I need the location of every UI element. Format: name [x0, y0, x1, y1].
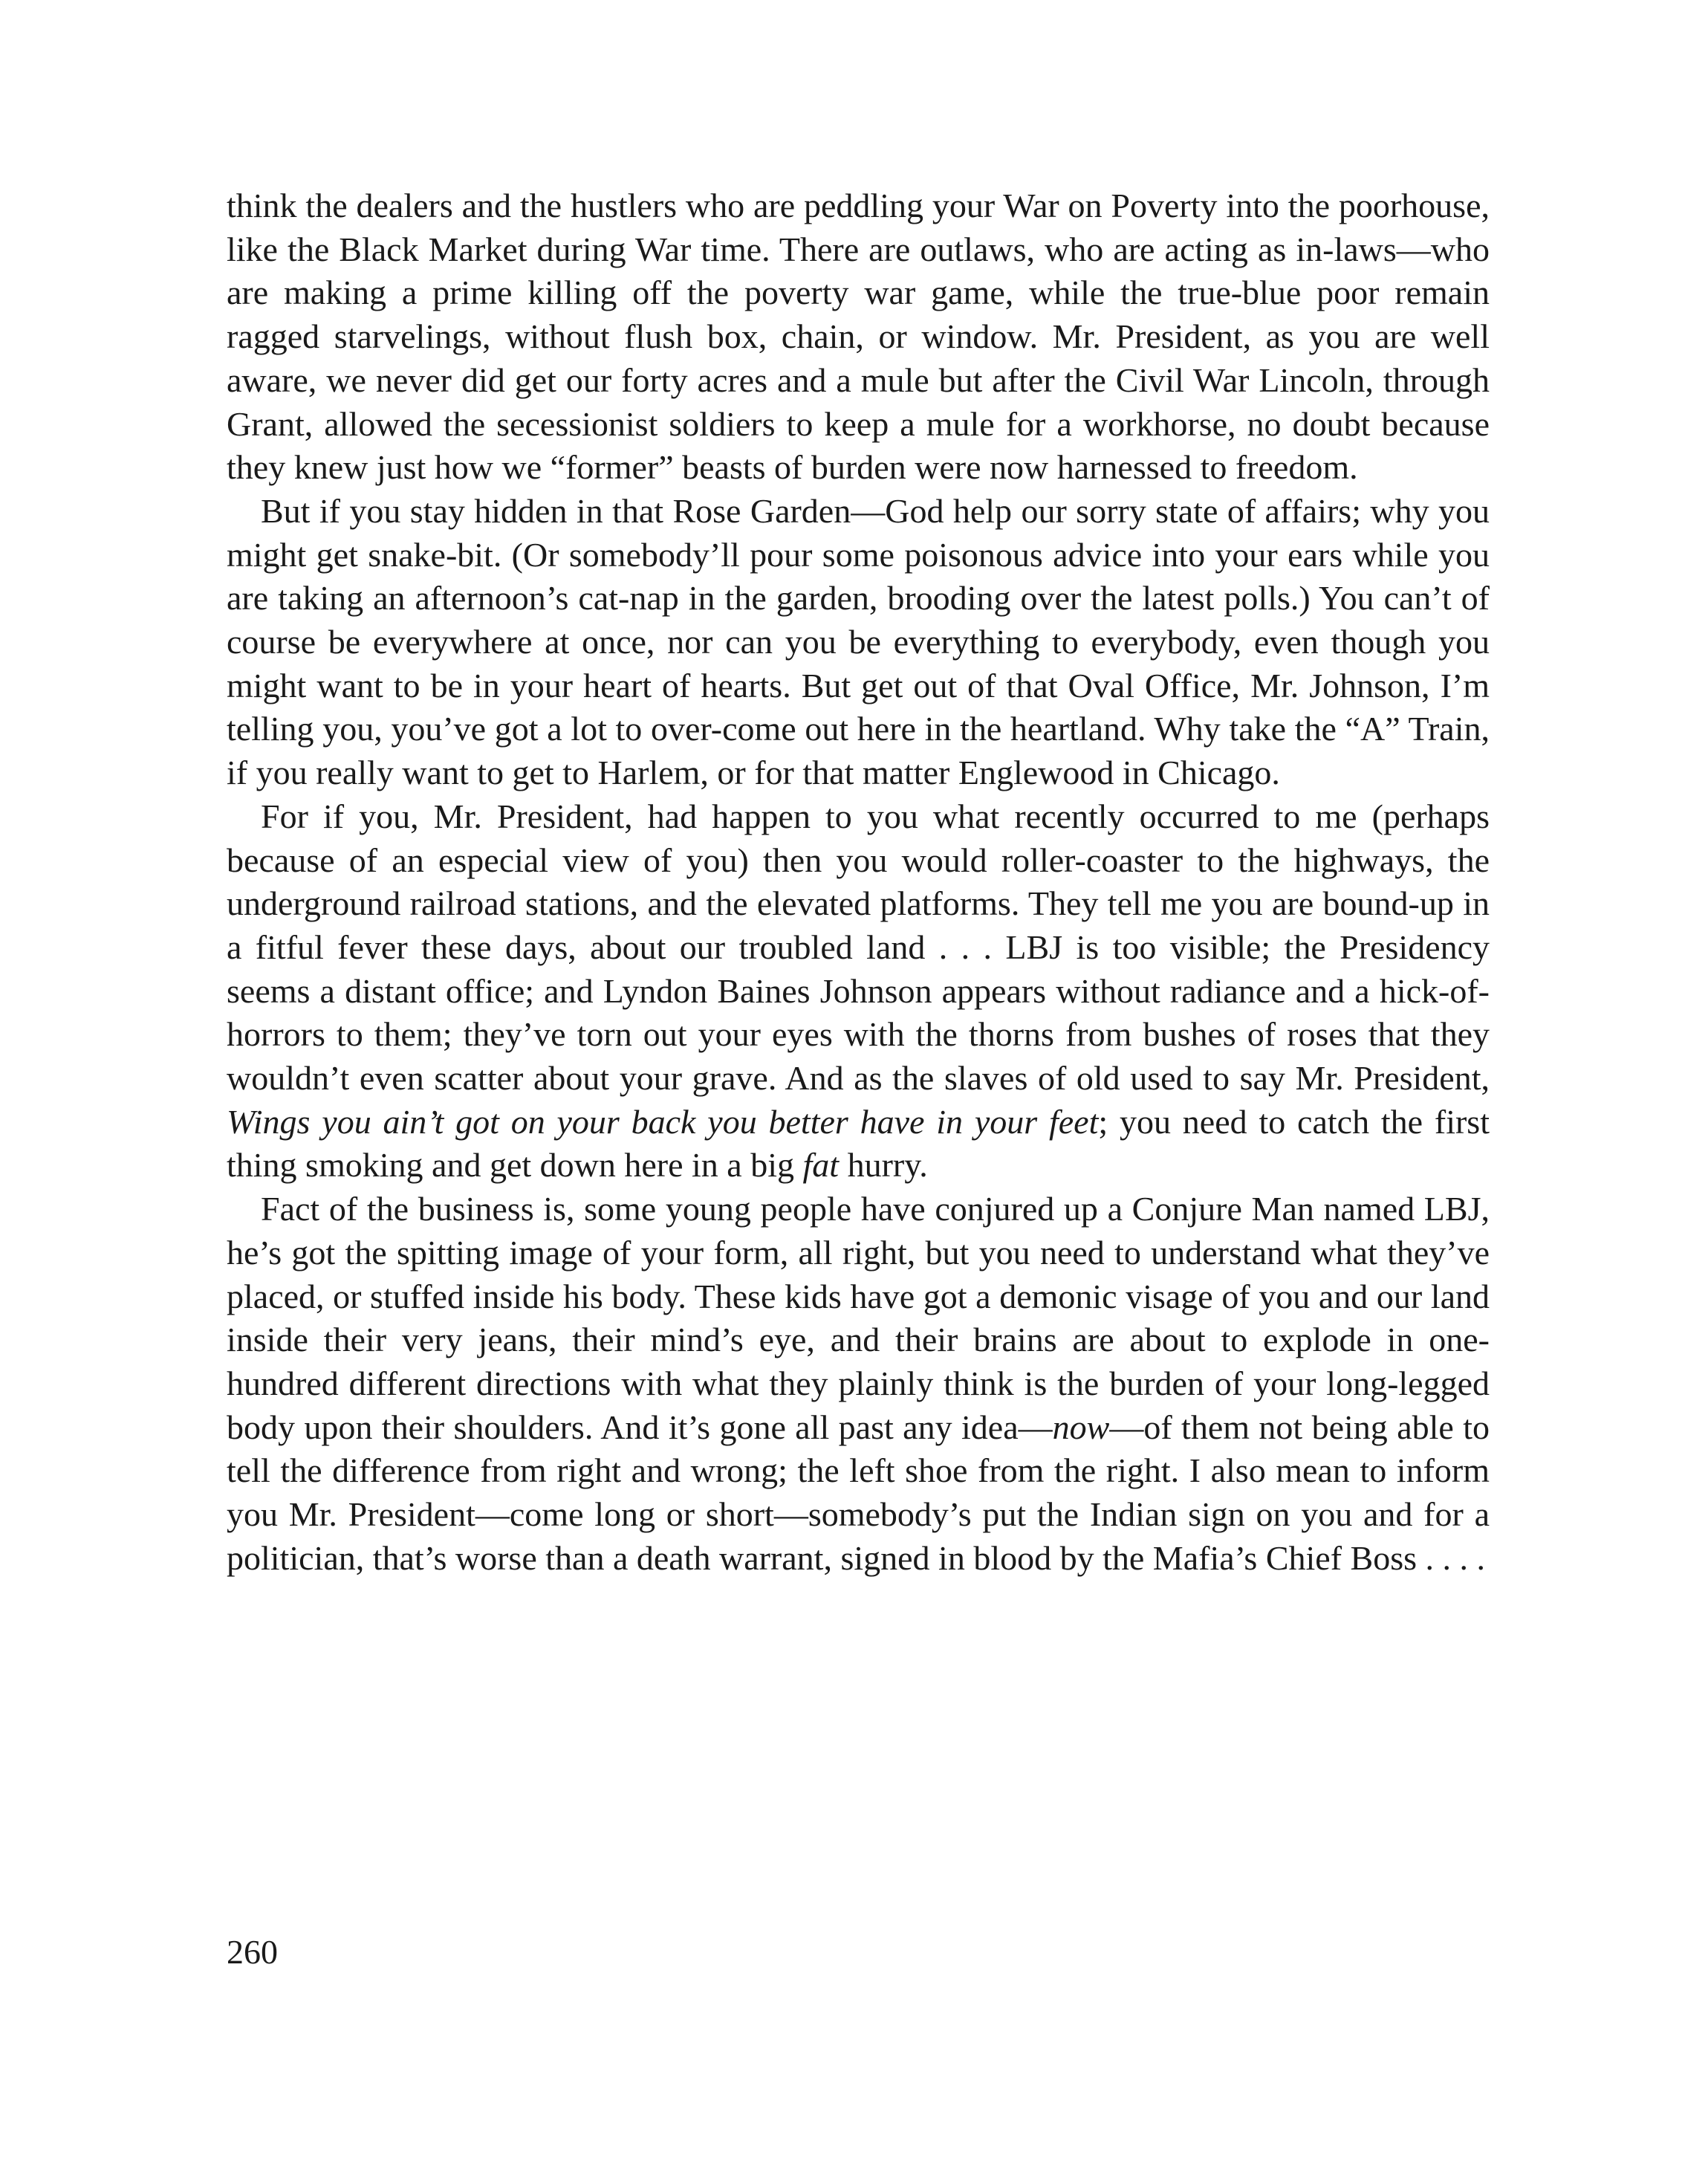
paragraph — [227, 1188, 1490, 1580]
paragraph-text: —of them not being able to tell the difference from right and wrong; the left shoe from the right. I also mean to inform you Mr. President—come long or short—somebody’s put the Indian sign on you and for a politician, that’s worse than a death warrant, signed in blood by the Mafia’s Chief Boss . . . . — [227, 1408, 1490, 1577]
paragraph-text: think the dealers and the hustlers who are peddling your War on Poverty into the poorhouse, like the Black Market during War time. There are outlaws, who are acting as in-laws—who are making a prime killing off the poverty war game, while the true-blue poor remain ragged starvelings, without flush box, chain, or window. Mr. President, as you are well aware, we never did get our forty acres and a mule but after the Civil War Lincoln, through Grant, allowed the secessionist soldiers to keep a mule for a workhorse, no doubt because they knew just how we “former” beasts of burden were now harnessed to freedom. — [227, 187, 1490, 487]
italic-emphasis: now — [1052, 1408, 1110, 1446]
paragraph-text: For if you, Mr. President, had happen to you what recently occurred to me (perhaps because of an especial view of you) then you would roller-coaster to the highways, the underground railroad stations, and the elevated platforms. They tell me you are bound-up in a fitful fever these days, about our troubled land . . . LBJ is too visible; the Presidency seems a distant office; and Lyndon Baines Johnson appears without radiance and a hick-of-horrors to them; they’ve torn out your eyes with the thorns from bushes of roses that they wouldn’t even scatter about your grave. And as the slaves of old used to say Mr. President, — [227, 797, 1490, 1098]
paragraph — [227, 490, 1490, 795]
italic-quotation: Wings you ain’t got on your back you better have in your feet — [227, 1102, 1099, 1141]
paragraph-text: But if you stay hidden in that Rose Garden—God help our sorry state of affairs; why you might get snake-bit. (Or somebody’ll pour some poisonous advice into your ears while you are taking an afternoon’s cat-nap in the garden, brooding over the latest polls.) You can’t of course be everywhere at once, nor can you be everything to everybody, even though you might want to be in your heart of hearts. But get out of that Oval Office, Mr. Johnson, I’m telling you, you’ve got a lot to over-come out here in the heartland. Why take the “A” Train, if you really want to get to Harlem, or for that matter Englewood in Chicago. — [227, 491, 1490, 792]
italic-emphasis: fat — [802, 1146, 840, 1185]
paragraph-text: ; you need to catch the first thing smoking and get down here in a big — [227, 1102, 1490, 1185]
body-text — [227, 184, 1490, 1581]
page-number: 260 — [227, 1933, 278, 1971]
paragraph — [227, 184, 1490, 490]
paragraph — [227, 795, 1490, 1188]
paragraph-text: hurry. — [839, 1146, 928, 1185]
paragraph-text: Fact of the business is, some young people have conjured up a Conjure Man named LBJ, he’s got the spitting image of your form, all right, but you need to understand what they’ve placed, or stuffed inside his body. These kids have got a demonic visage of you and our land inside their very jeans, their mind’s eye, and their brains are about to explode in one-hundred different directions with what they plainly think is the burden of your long-legged body upon their shoulders. And it’s gone all past any idea— — [227, 1190, 1490, 1446]
